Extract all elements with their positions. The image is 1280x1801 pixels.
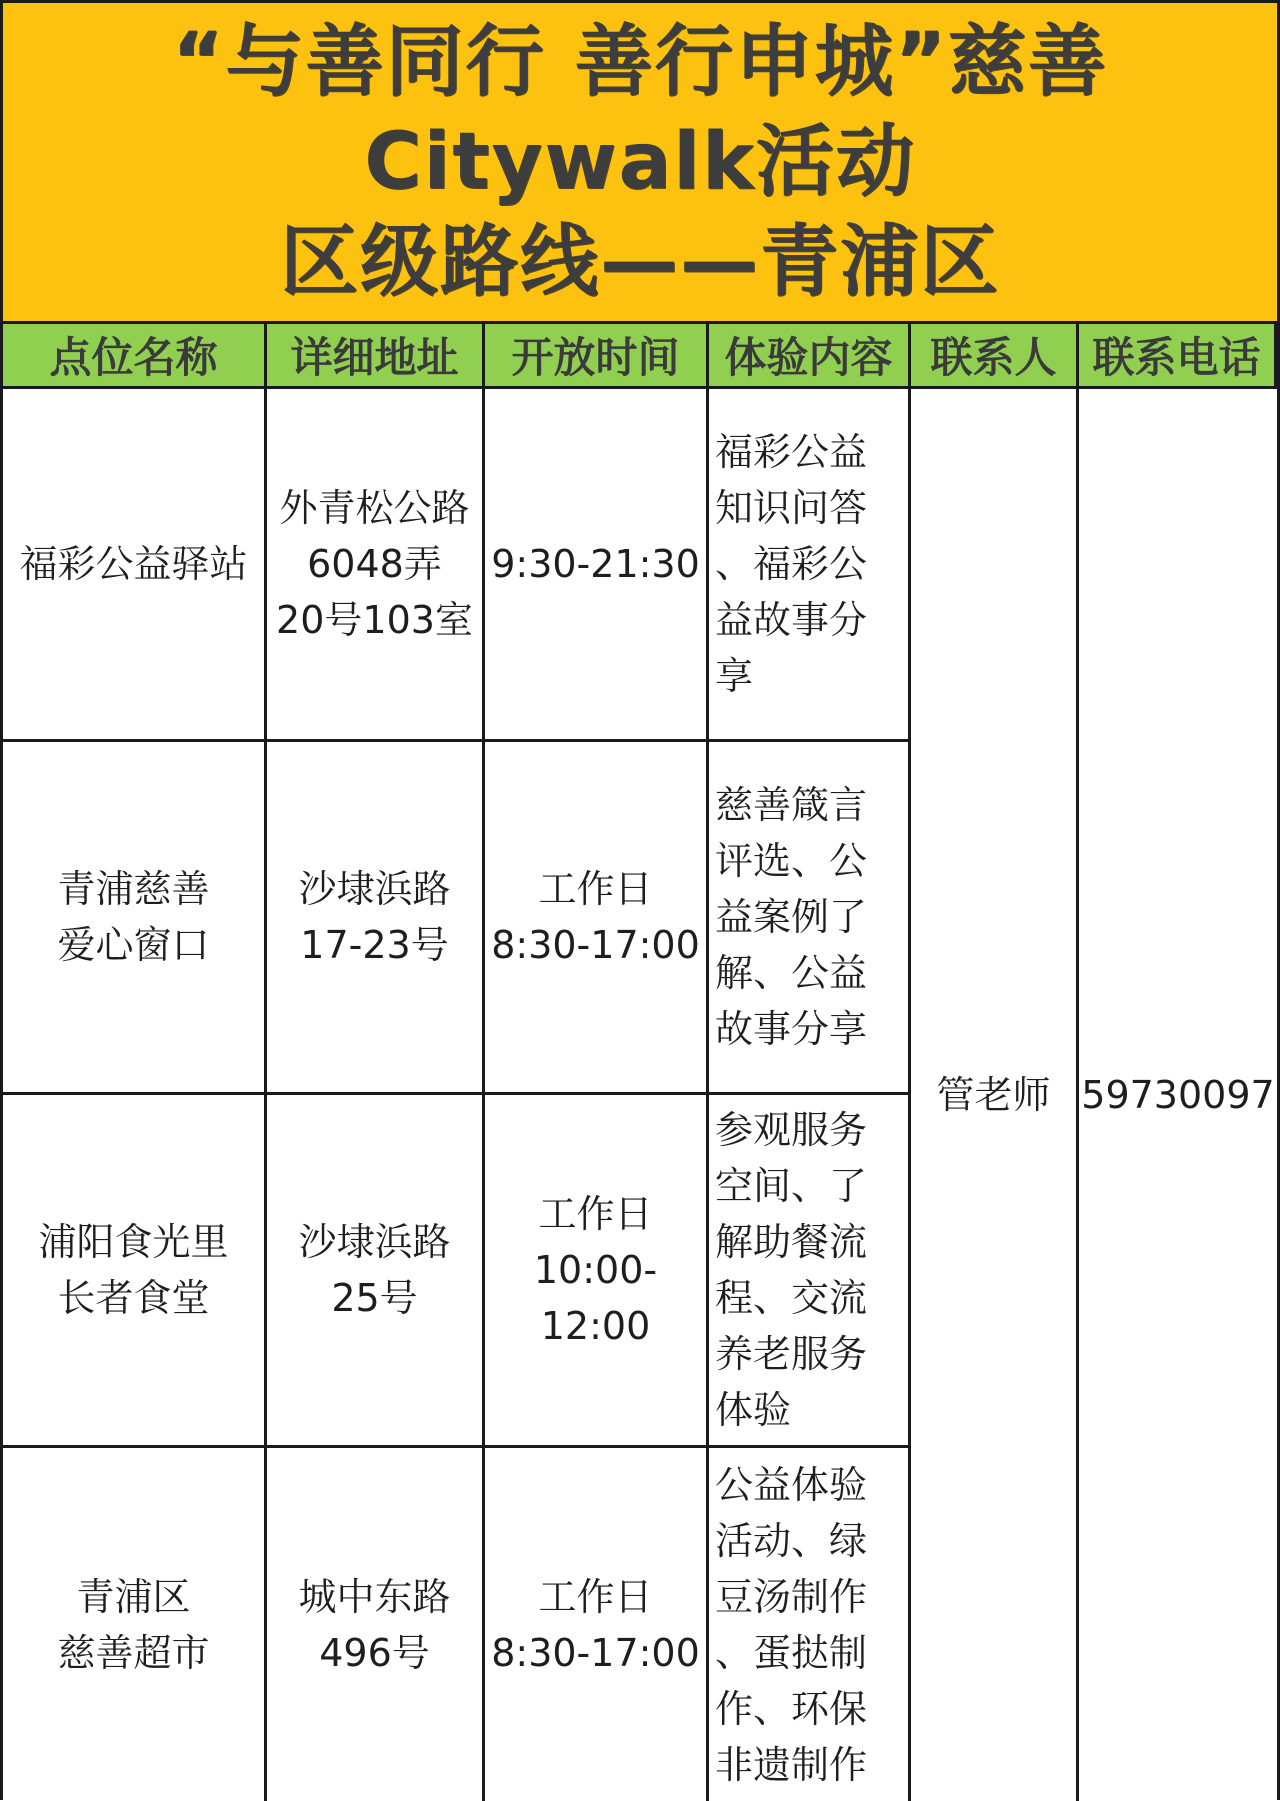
title-line-1: “与善同行 善行申城”慈善 [172,17,1108,107]
header-phone: 联系电话 [1079,324,1277,389]
table-row-3-hours: 工作日 10:00-12:00 [485,1095,709,1448]
table-row-1-address: 外青松公路 6048弄 20号103室 [267,389,485,742]
table-row-4-name: 青浦区 慈善超市 [3,1448,267,1801]
contact-person: 管老师 [911,389,1079,1801]
header-point-name: 点位名称 [3,324,267,389]
title-line-3: 区级路线——青浦区 [279,217,1000,307]
table-row-2-hours: 工作日 8:30-17:00 [485,742,709,1095]
header-open-hours: 开放时间 [485,324,709,389]
title-line-2: Citywalk活动 [364,117,916,207]
header-experience: 体验内容 [709,324,911,389]
table-row-4-hours: 工作日 8:30-17:00 [485,1448,709,1801]
table-row-4-content: 公益体验 活动、绿 豆汤制作 、蛋挞制 作、环保 非遗制作 [709,1448,911,1801]
title-banner [3,3,1277,324]
route-table [3,324,1277,1801]
table-row-2-content: 慈善箴言 评选、公 益案例了 解、公益 故事分享 [709,742,911,1095]
table-row-3-name: 浦阳食光里 长者食堂 [3,1095,267,1448]
table-row-3-address: 沙埭浜路 25号 [267,1095,485,1448]
table-row-4-address: 城中东路 496号 [267,1448,485,1801]
table-row-3-content: 参观服务 空间、了 解助餐流 程、交流 养老服务 体验 [709,1095,911,1448]
table-row-2-address: 沙埭浜路 17-23号 [267,742,485,1095]
contact-phone: 59730097 [1079,389,1277,1801]
table-row-2-name: 青浦慈善 爱心窗口 [3,742,267,1095]
header-contact: 联系人 [911,324,1079,389]
table-row-1-name: 福彩公益驿站 [3,389,267,742]
header-address: 详细地址 [267,324,485,389]
table-row-1-hours: 9:30-21:30 [485,389,709,742]
table-row-1-content: 福彩公益 知识问答 、福彩公 益故事分 享 [709,389,911,742]
